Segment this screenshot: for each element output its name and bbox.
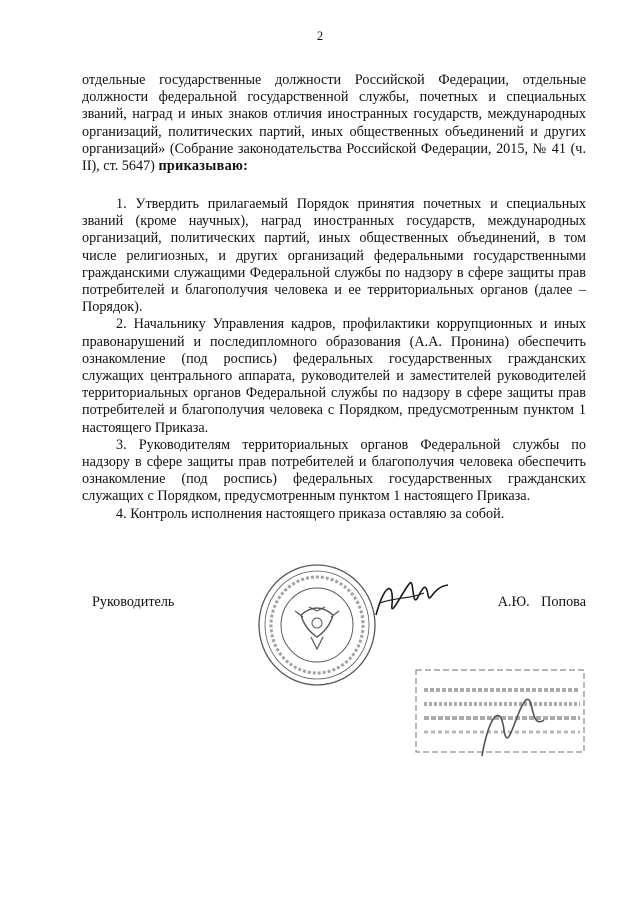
- signature-block: [82, 594, 586, 614]
- order-item-1: 1. Утвердить прилагаемый Порядок принятия почетных и специальных званий (кроме научных), наград иностранных государств, международных организаций, политических партий, иных общественных объединений, в том числе религиозных, и других организаций федеральными государственными гражданскими служащими Федеральной службы по надзору в сфере защиты прав потребителей и благополучия человека и ее территориальных органов (далее – Порядок).: [82, 196, 586, 316]
- order-item-2: 2. Начальнику Управления кадров, профилактики коррупционных и иных правонарушений и последипломного образования (А.А. Пронина) обеспечить ознакомление (под роспись) федеральных государственных гражданских служащих центрального аппарата, руководителей и заместителей руководителей территориальных органов Федеральной службы по надзору в сфере защиты прав потребителей и благополучия человека с Порядком, предусмотренным пунктом 1 настоящего Приказа.: [82, 316, 586, 436]
- order-word: приказываю:: [158, 158, 249, 175]
- order-items: [82, 196, 586, 523]
- certification-stamp: [404, 660, 594, 770]
- intro-paragraph: [82, 72, 586, 175]
- signer-title: Руководитель: [92, 594, 175, 610]
- signer-name: А.Ю. Попова: [497, 594, 586, 610]
- page-number: 2: [316, 29, 324, 43]
- intro-text: отдельные государственные должности Российской Федерации, отдельные должности федеральной государственной службы, почетных и специальных званий, наград и иных знаков отличия иностранных государств, международных организаций, политических партий, иных общественных объединений и других организаций» (Собрание законодательства Российской Федерации, 2015, № 41 (ч. II), ст. 5647): [82, 72, 586, 175]
- order-item-3: 3. Руководителям территориальных органов Федеральной службы по надзору в сфере защиты прав потребителей и благополучия человека обеспечить ознакомление (под роспись) федеральных государственных гражданских служащих с Порядком, предусмотренным пунктом 1 настоящего Приказа.: [82, 436, 586, 505]
- order-item-4: 4. Контроль исполнения настоящего приказа оставляю за собой.: [116, 505, 505, 522]
